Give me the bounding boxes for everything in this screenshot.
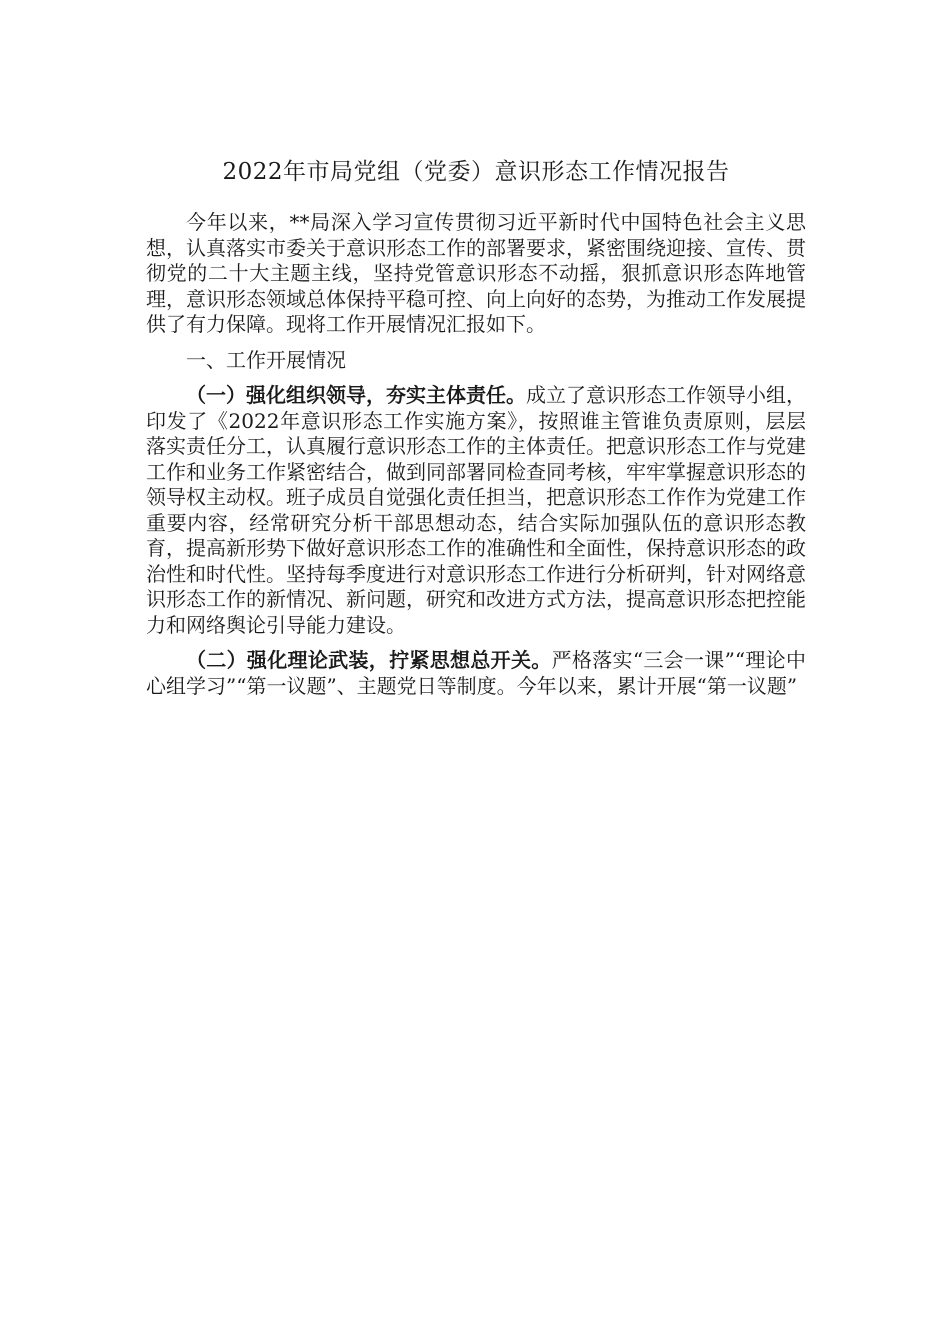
paragraph-lead-organization-leadership: （一）强化组织领导，夯实主体责任。 (186, 383, 526, 407)
intro-paragraph: 今年以来，**局深入学习宣传贯彻习近平新时代中国特色社会主义思想，认真落实市委关于意识形态工作的部署要求，紧密围绕迎接、宣传、贯彻党的二十大主题主线，坚持党管意识形态不动摇，狠抓意识形态阵地管理，意识形态领域总体保持平稳可控、向上向好的态势，为推动工作发展提供了有力保障。现将工作开展情况汇报如下。 (146, 210, 806, 336)
document-title: 2022年市局党组（党委）意识形态工作情况报告 (222, 159, 730, 185)
section-heading-work-status: 一、工作开展情况 (186, 347, 346, 372)
paragraph-body-organization-leadership: 成立了意识形态工作领导小组，印发了《2022年意识形态工作实施方案》，按照谁主管谁负责原则，层层落实责任分工，认真履行意识形态工作的主体责任。把意识形态工作与党建工作和业务工作紧密结合，做到同部署同检查同考核，牢牢掌握意识形态的领导权主动权。班子成员自觉强化责任担当，把意识形态工作作为党建工作重要内容，经常研究分析干部思想动态，结合实际加强队伍的意识形态教育，提高新形势下做好意识形态工作的准确性和全面性，保持意识形态的政治性和时代性。坚持每季度进行对意识形态工作进行分析研判，针对网络意识形态工作的新情况、新问题，研究和改进方式方法，提高意识形态把控能力和网络舆论引导能力建设。 (146, 383, 806, 637)
document-body (146, 152, 806, 699)
paragraph-lead-theory-arming: （二）强化理论武装，拧紧思想总开关。 (186, 648, 552, 672)
paragraph-body-theory-arming: 严格落实“三会一课”“理论中心组学习”“第一议题”、主题党日等制度。今年以来，累计开展“第一议题” (146, 648, 806, 698)
paragraph-organization-leadership (146, 383, 806, 638)
paragraph-theory-arming (146, 648, 806, 699)
